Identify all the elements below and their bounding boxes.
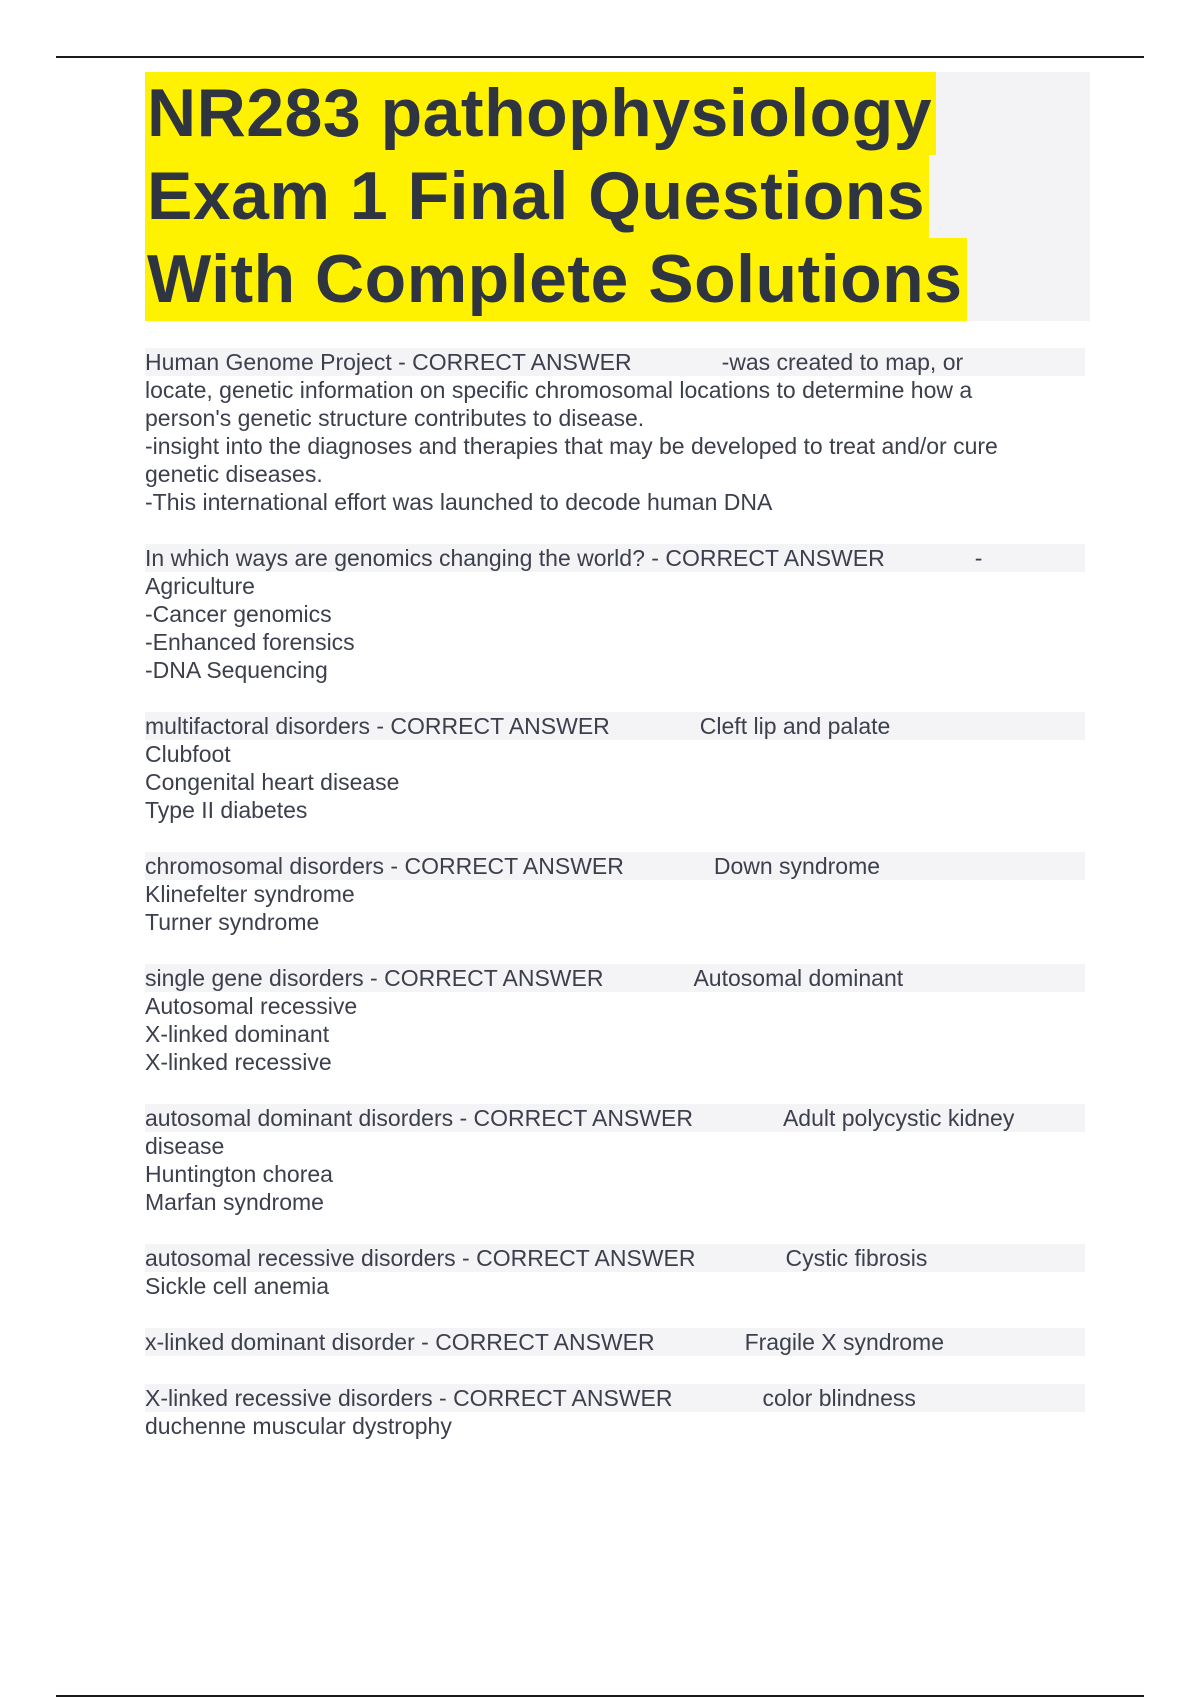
- qa-question-line: [145, 712, 1085, 740]
- question-term: chromosomal disorders: [145, 853, 385, 879]
- answer-line: Congenital heart disease: [145, 769, 400, 795]
- question-term: X-linked recessive disorders: [145, 1385, 433, 1411]
- answer-line: Agriculture: [145, 573, 255, 599]
- correct-answer-label: - CORRECT ANSWER: [644, 545, 885, 571]
- answer-line: locate, genetic information on specific chromosomal locations to determine how a: [145, 377, 973, 403]
- answer-line: disease: [145, 1133, 225, 1159]
- qa-question-line: [145, 852, 1085, 880]
- question-term: Human Genome Project: [145, 349, 392, 375]
- answer-line: -Cancer genomics: [145, 601, 332, 627]
- answer-first-line: Down syndrome: [713, 853, 881, 879]
- correct-answer-label: - CORRECT ANSWER: [432, 1385, 673, 1411]
- correct-answer-label: - CORRECT ANSWER: [363, 965, 604, 991]
- question-term: autosomal recessive disorders: [145, 1245, 456, 1271]
- qa-entry: [145, 712, 1085, 824]
- qa-question-line: [145, 1328, 1085, 1356]
- qa-question-line: [145, 1104, 1085, 1132]
- qa-entry: [145, 852, 1085, 936]
- correct-answer-label: - CORRECT ANSWER: [391, 349, 632, 375]
- qa-entry: [145, 964, 1085, 1076]
- answer-line: person's genetic structure contributes to disease.: [145, 405, 645, 431]
- answer-line: -Enhanced forensics: [145, 629, 355, 655]
- answer-first-line: Cleft lip and palate: [699, 713, 891, 739]
- answer-line: Clubfoot: [145, 741, 231, 767]
- answer-line: Autosomal recessive: [145, 993, 358, 1019]
- qa-entry: [145, 1328, 1085, 1356]
- qa-question-line: [145, 544, 1085, 572]
- qa-question-line: [145, 964, 1085, 992]
- correct-answer-label: - CORRECT ANSWER: [453, 1105, 693, 1131]
- bottom-rule: [56, 1695, 1144, 1697]
- answer-line: genetic diseases.: [145, 461, 323, 487]
- answer-line: Sickle cell anemia: [145, 1273, 330, 1299]
- qa-question-line: [145, 1384, 1085, 1412]
- answer-first-line: Adult polycystic kidney: [782, 1105, 1015, 1131]
- qa-entry: [145, 1104, 1085, 1216]
- answer-first-line: -was created to map, or: [721, 349, 964, 375]
- answer-line: -insight into the diagnoses and therapies that may be developed to treat and/or cure: [145, 433, 998, 459]
- top-rule: [56, 56, 1144, 58]
- answer-line: Huntington chorea: [145, 1161, 333, 1187]
- title-line: NR283 pathophysiology: [145, 72, 936, 155]
- answer-first-line: color blindness: [762, 1385, 916, 1411]
- qa-question-line: [145, 1244, 1085, 1272]
- qa-entry: [145, 1384, 1085, 1440]
- answer-first-line: Autosomal dominant: [693, 965, 904, 991]
- question-term: autosomal dominant disorders: [145, 1105, 454, 1131]
- title-line: Exam 1 Final Questions: [145, 155, 929, 238]
- correct-answer-label: - CORRECT ANSWER: [384, 853, 624, 879]
- qa-question-line: [145, 348, 1085, 376]
- question-term: multifactoral disorders: [145, 713, 370, 739]
- answer-line: Type II diabetes: [145, 797, 308, 823]
- answer-line: -This international effort was launched to decode human DNA: [145, 489, 773, 515]
- answer-first-line: -: [974, 545, 983, 571]
- answer-first-line: Cystic fibrosis: [785, 1245, 928, 1271]
- qa-entry: [145, 1244, 1085, 1300]
- title-line: With Complete Solutions: [145, 238, 967, 321]
- correct-answer-label: - CORRECT ANSWER: [414, 1329, 655, 1355]
- answer-line: Marfan syndrome: [145, 1189, 324, 1215]
- document-title: [145, 72, 1090, 321]
- answer-line: X-linked recessive: [145, 1049, 332, 1075]
- answer-line: duchenne muscular dystrophy: [145, 1413, 452, 1439]
- qa-entry: [145, 348, 1085, 516]
- answer-first-line: Fragile X syndrome: [744, 1329, 944, 1355]
- question-term: In which ways are genomics changing the world?: [145, 545, 645, 571]
- correct-answer-label: - CORRECT ANSWER: [369, 713, 610, 739]
- answer-line: X-linked dominant: [145, 1021, 330, 1047]
- qa-entry: [145, 544, 1085, 684]
- answer-line: Klinefelter syndrome: [145, 881, 355, 907]
- correct-answer-label: - CORRECT ANSWER: [455, 1245, 696, 1271]
- question-term: x-linked dominant disorder: [145, 1329, 415, 1355]
- qa-list: [145, 348, 1085, 1468]
- question-term: single gene disorders: [145, 965, 364, 991]
- answer-line: Turner syndrome: [145, 909, 320, 935]
- answer-line: -DNA Sequencing: [145, 657, 328, 683]
